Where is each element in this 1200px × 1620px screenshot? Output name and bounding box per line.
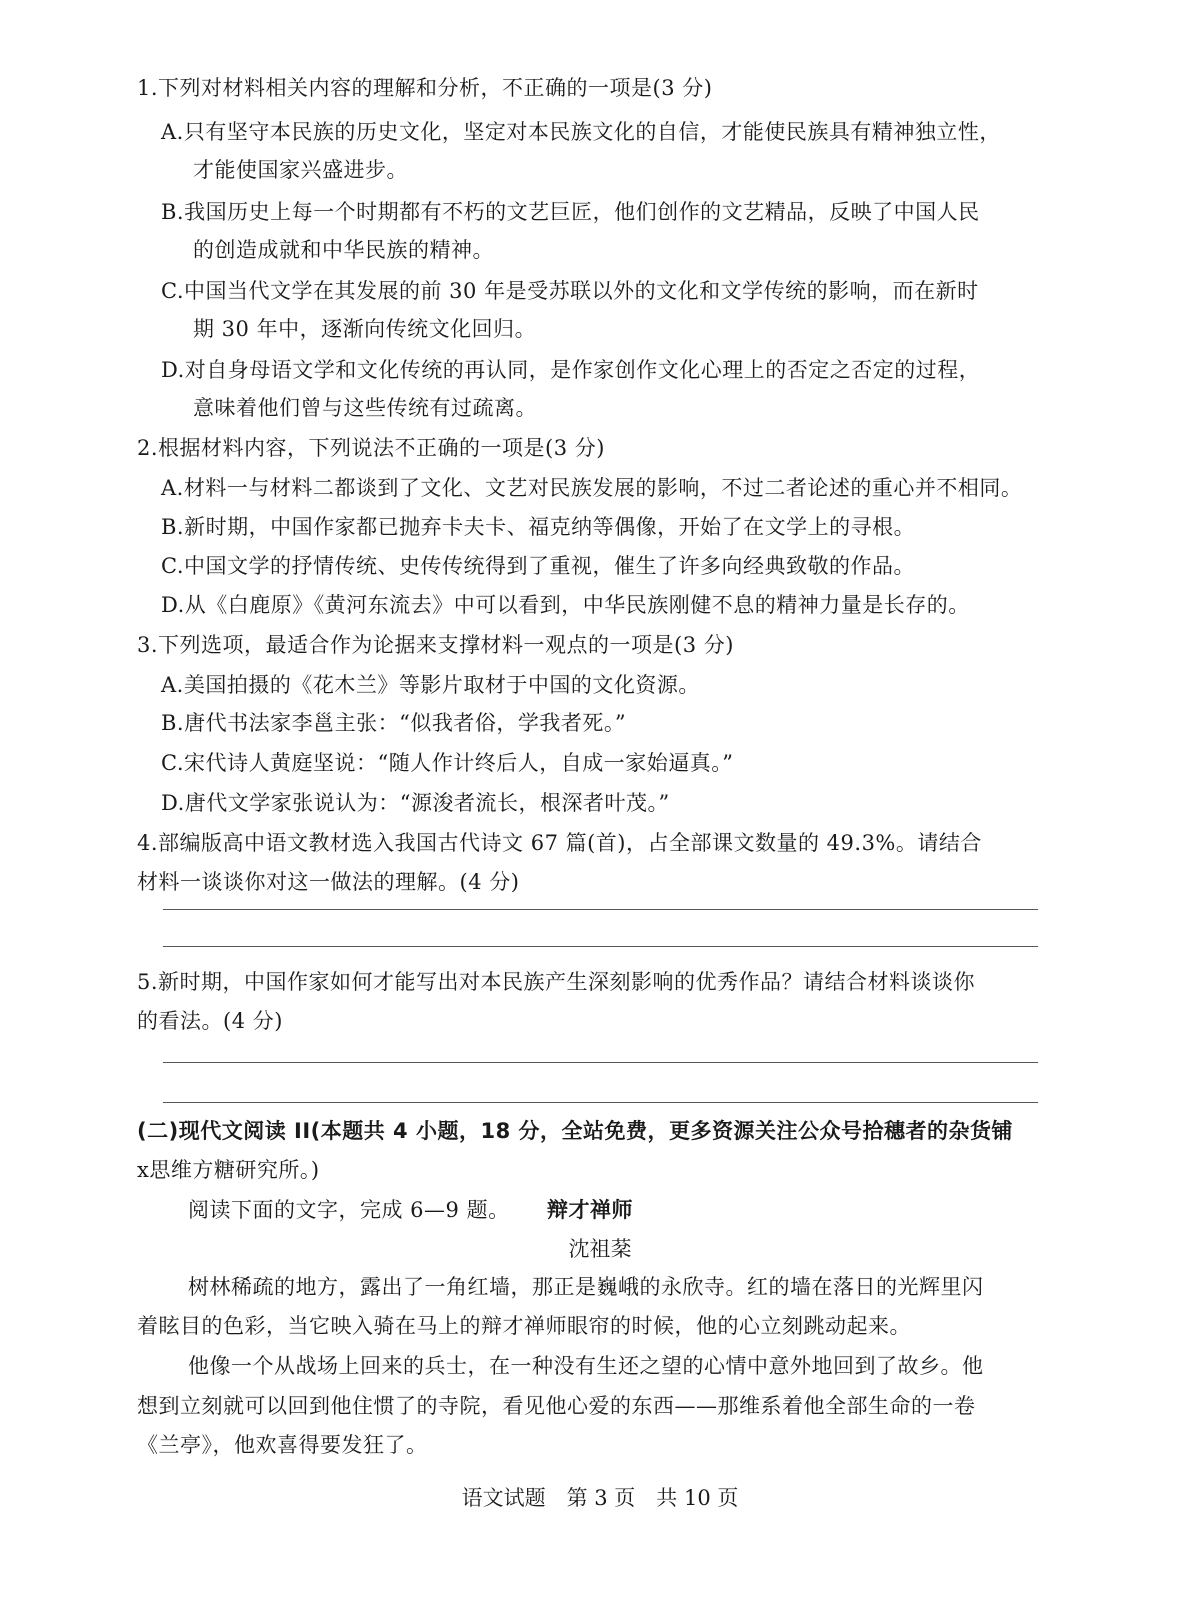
q2-stem: 2.根据材料内容，下列说法不正确的一项是(3 分): [137, 436, 605, 460]
q4-answer-line-1[interactable]: [163, 909, 1038, 910]
q2-option-c: C.中国文学的抒情传统、史传传统得到了重视，催生了许多向经典致敬的作品。: [161, 554, 915, 578]
q1-option-d-cont: 意味着他们曾与这些传统有过疏离。: [193, 396, 537, 420]
q5-stem-cont: 的看法。(4 分): [137, 1009, 283, 1033]
page-footer: 语文试题 第 3 页 共 10 页: [461, 1486, 739, 1510]
q1-option-b-cont: 的创造成就和中华民族的精神。: [193, 238, 494, 262]
story-p2-line1: 他像一个从战场上回来的兵士，在一种没有生还之望的心情中意外地回到了故乡。他: [188, 1354, 984, 1378]
section-2-heading-cont: x思维方糖研究所。): [137, 1158, 320, 1182]
q1-stem: 1.下列对材料相关内容的理解和分析，不正确的一项是(3 分): [137, 76, 713, 100]
q1-option-a-cont: 才能使国家兴盛进步。: [193, 158, 408, 182]
q1-option-d: D.对自身母语文学和文化传统的再认同，是作家创作文化心理上的否定之否定的过程，: [161, 358, 981, 382]
story-p1-line1: 树林稀疏的地方，露出了一角红墙，那正是巍峨的永欣寺。红的墙在落日的光辉里闪: [188, 1275, 984, 1299]
q2-option-d: D.从《白鹿原》《黄河东流去》中可以看到，中华民族刚健不息的精神力量是长存的。: [161, 593, 970, 617]
q3-option-b: B.唐代书法家李邕主张：“似我者俗，学我者死。”: [161, 711, 627, 735]
q1-option-c-cont: 期 30 年中，逐渐向传统文化回归。: [193, 317, 537, 341]
story-p2-line2: 想到立刻就可以回到他住惯了的寺院，看见他心爱的东西——那维系着他全部生命的一卷: [137, 1394, 976, 1418]
q5-answer-line-2[interactable]: [163, 1102, 1038, 1103]
q5-answer-line-1[interactable]: [163, 1062, 1038, 1063]
q5-stem: 5.新时期，中国作家如何才能写出对本民族产生深刻影响的优秀作品？请结合材料谈谈你: [137, 970, 976, 994]
story-title: 辩才禅师: [547, 1198, 633, 1222]
q4-answer-line-2[interactable]: [163, 946, 1038, 947]
story-p1-line2: 着眩目的色彩，当它映入骑在马上的辩才禅师眼帘的时候，他的心立刻跳动起来。: [137, 1314, 911, 1338]
q4-stem-cont: 材料一谈谈你对这一做法的理解。(4 分): [137, 870, 520, 894]
section-2-heading: (二)现代文阅读 II(本题共 4 小题，18 分，全站免费，更多资源关注公众号拾穗者的杂货铺: [137, 1119, 1013, 1143]
q3-stem: 3.下列选项，最适合作为论据来支撑材料一观点的一项是(3 分): [137, 633, 734, 657]
q2-option-a: A.材料一与材料二都谈到了文化、文艺对民族发展的影响，不过二者论述的重心并不相同。: [161, 476, 1023, 500]
story-author: 沈祖棻: [568, 1237, 632, 1261]
q4-stem: 4.部编版高中语文教材选入我国古代诗文 67 篇(首)，占全部课文数量的 49.3%。请结合: [137, 831, 982, 855]
story-p2-line3: 《兰亭》，他欢喜得要发狂了。: [137, 1433, 428, 1457]
q3-option-c: C.宋代诗人黄庭坚说：“随人作计终后人，自成一家始逼真。”: [161, 751, 734, 775]
q3-option-a: A.美国拍摄的《花木兰》等影片取材于中国的文化资源。: [161, 673, 700, 697]
q3-option-d: D.唐代文学家张说认为：“源浚者流长，根深者叶茂。”: [161, 791, 670, 815]
q2-option-b: B.新时期，中国作家都已抛弃卡夫卡、福克纳等偶像，开始了在文学上的寻根。: [161, 515, 916, 539]
q1-option-c: C.中国当代文学在其发展的前 30 年是受苏联以外的文化和文学传统的影响，而在新时: [161, 279, 979, 303]
q1-option-b: B.我国历史上每一个时期都有不朽的文艺巨匠，他们创作的文艺精品，反映了中国人民: [161, 200, 980, 224]
reading-instruction: 阅读下面的文字，完成 6—9 题。: [188, 1198, 510, 1222]
q1-option-a: A.只有坚守本民族的历史文化，坚定对本民族文化的自信，才能使民族具有精神独立性，: [161, 120, 1001, 144]
